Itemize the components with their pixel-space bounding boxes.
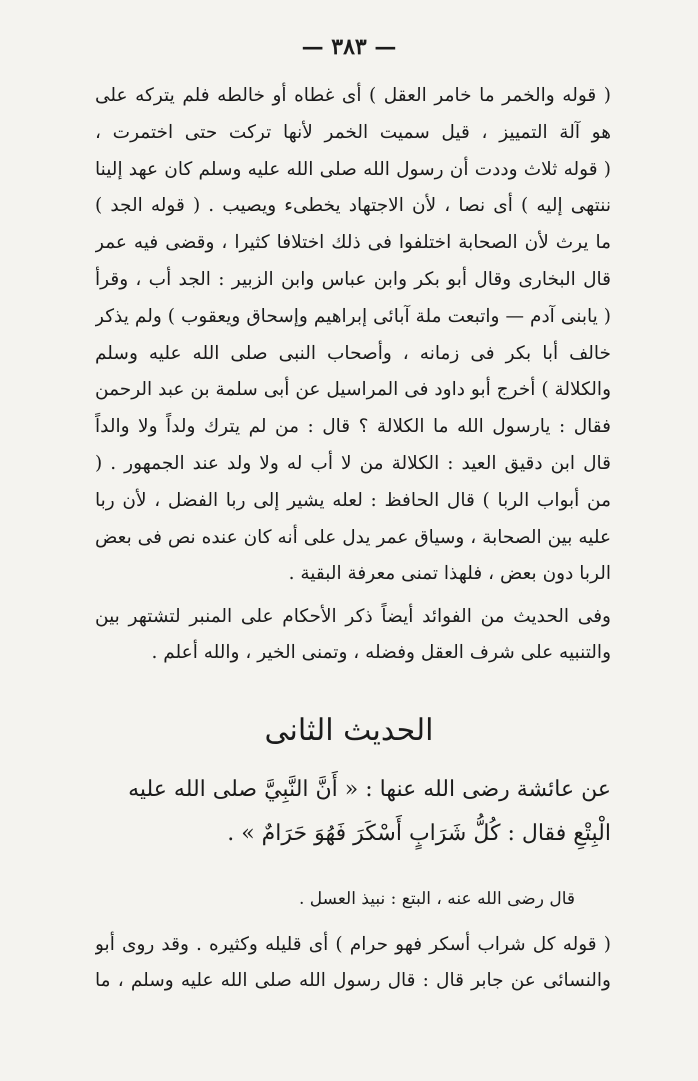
text-line: خالف أبا بكر فى زمانه ، وأصحاب النبى صلى الله عليه وسلم bbox=[95, 342, 611, 364]
text-line: ما يرث لأن الصحابة اختلفوا فى ذلك اختلافا كثيرا ، وقضى فيه عمر bbox=[95, 232, 611, 254]
page-number: — ٣٨٣ — bbox=[301, 34, 397, 60]
hadith-line: الْبِتْعِ فقال : كُلُّ شَرَابٍ أَسْكَرَ فَهُوَ حَرَامٌ » . bbox=[227, 821, 611, 846]
text-line: عليه بين الصحابة ، وسياق عمر يدل على أنه كان عنده نص فى بعض bbox=[95, 526, 611, 548]
narrator-note: قال رضى الله عنه ، البتع : نبيذ العسل . bbox=[298, 889, 575, 909]
text-line: والكلالة ) أخرج أبو داود فى المراسيل عن أبى سلمة بن عبد الرحمن bbox=[95, 379, 611, 401]
text-line: قال البخارى وقال أبو بكر وابن عباس وابن الزبير : الجد أب ، وقرأ bbox=[95, 268, 611, 290]
text-line: قال ابن دقيق العيد : الكلالة من لا أب له ولا ولد عند الجمهور . ( bbox=[95, 452, 611, 474]
hadith-text bbox=[95, 768, 611, 856]
text-line: ( قوله ثلاث وددت أن رسول الله صلى الله عليه وسلم كان عهد إلينا bbox=[95, 158, 611, 180]
text-line: ( يابنى آدم — واتبعت ملة آبائى إبراهيم وإسحاق ويعقوب ) ولم يذكر bbox=[95, 305, 611, 327]
section-heading: الحديث الثانى bbox=[264, 713, 434, 748]
text-line: هو آلة التمييز ، قيل سميت الخمر لأنها تركت حتى اختمرت ، bbox=[95, 121, 611, 143]
text-line: فقال : يارسول الله ما الكلالة ؟ قال : من لم يترك ولداً ولا والداً bbox=[95, 416, 611, 438]
text-line: والتنبيه على شرف العقل وفضله ، وتمنى الخير ، والله أعلم . bbox=[151, 642, 611, 663]
text-line: ( قوله والخمر ما خامر العقل ) أى غطاه أو خالطه فلم يتركه على bbox=[95, 85, 611, 106]
text-line: ( قوله كل شراب أسكر فهو حرام ) أى قليله وكثيره . وقد روى أبو bbox=[95, 934, 611, 955]
text-line: من أبواب الربا ) قال الحافظ : لعله يشير إلى ربا الفضل ، لأن ربا bbox=[95, 489, 611, 511]
text-line: والنسائى عن جابر قال : قال رسول الله صلى الله عليه وسلم ، ما bbox=[95, 970, 611, 991]
benefit-paragraph bbox=[95, 599, 611, 671]
text-line: الربا دون بعض ، فلهذا تمنى معرفة البقية . bbox=[288, 563, 611, 585]
commentary-paragraph-2 bbox=[95, 927, 611, 999]
text-line: وفى الحديث من الفوائد أيضاً ذكر الأحكام على المنبر لتشتهر بين bbox=[95, 606, 611, 627]
commentary-paragraph bbox=[95, 78, 611, 593]
hadith-line: عن عائشة رضى الله عنها : « أَنَّ النَّبِيَّ صلى الله عليه bbox=[128, 777, 611, 802]
text-line: ننتهى إليه ) أى نصا ، لأن الاجتهاد يخطىء ويصيب . ( قوله الجد ) bbox=[95, 195, 611, 217]
